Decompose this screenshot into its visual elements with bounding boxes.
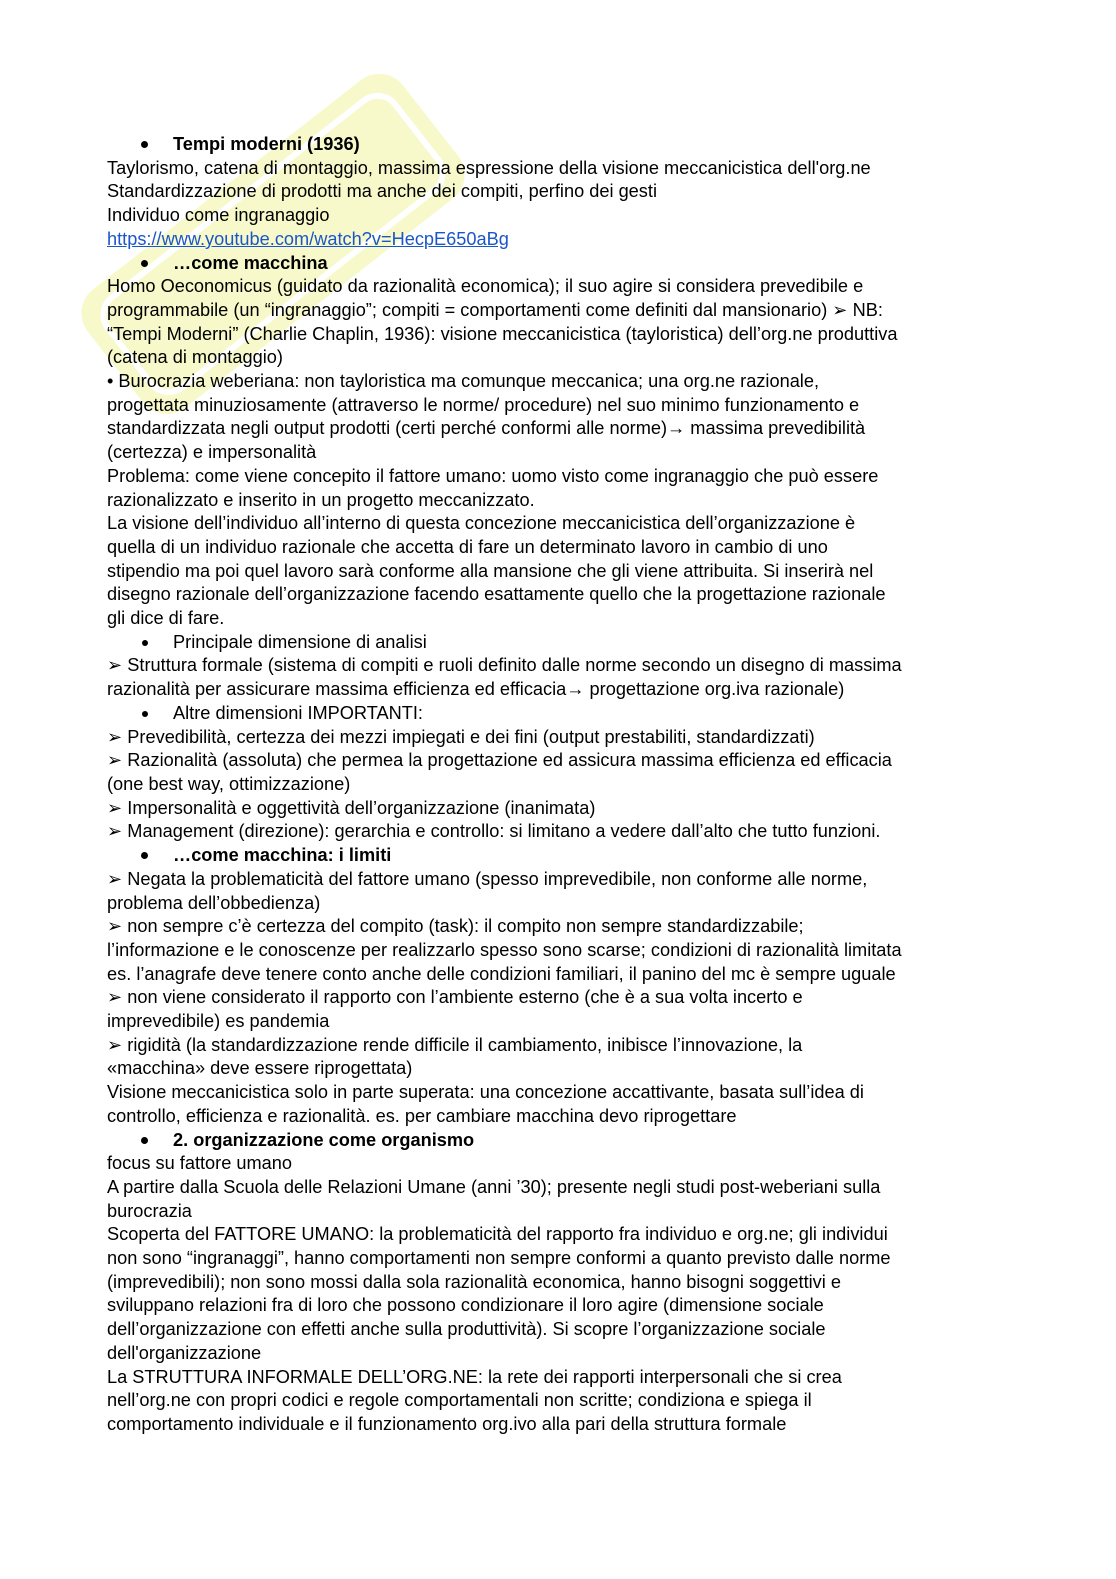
text-line: Visione meccanicistica solo in parte superata: una concezione accattivante, basata sull’idea di	[107, 1082, 864, 1103]
text-line: ➢ Negata la problematicità del fattore umano (spesso imprevedibile, non conforme alle norme,	[107, 868, 868, 889]
text-line: ➢ Management (direzione): gerarchia e controllo: si limitano a vedere dall’alto che tutto funzioni.	[107, 821, 881, 842]
text-line: nell’org.ne con propri codici e regole comportamentali non scritte; condiziona e spiega il	[107, 1390, 812, 1411]
text-line: Individuo come ingranaggio	[107, 205, 330, 226]
text-line: ➢ Struttura formale (sistema di compiti e ruoli definito dalle norme secondo un disegno di massima	[107, 655, 902, 676]
text-line: ➢ non viene considerato il rapporto con l’ambiente esterno (che è a sua volta incerto e	[107, 987, 803, 1008]
text-line: quella di un individuo razionale che accetta di fare un determinato lavoro in cambio di uno	[107, 536, 828, 557]
text-line: comportamento individuale e il funzionamento org.ivo alla pari della struttura formale	[107, 1413, 787, 1434]
text-line: Standardizzazione di prodotti ma anche dei compiti, perfino dei gesti	[107, 181, 657, 202]
text-line: controllo, efficienza e razionalità. es. per cambiare macchina devo riprogettare	[107, 1105, 737, 1126]
text-line: (catena di montaggio)	[107, 347, 283, 368]
section-heading: …come macchina	[107, 252, 1017, 276]
text-line: (one best way, ottimizzazione)	[107, 773, 351, 794]
bullet-item: Altre dimensioni IMPORTANTI:	[107, 702, 1017, 726]
text-line: programmabile (un “ingranaggio”; compiti = comportamenti come definiti dal mansionario) ➢ NB:	[107, 299, 883, 320]
document-body	[107, 133, 1017, 1437]
text-line: non sono “ingranaggi”, hanno comportamenti non sempre conformi a quanto previsto dalle norme	[107, 1248, 891, 1269]
section-heading: …come macchina: i limiti	[107, 844, 1017, 868]
text-line: focus su fattore umano	[107, 1153, 293, 1174]
text-line: ➢ Prevedibilità, certezza dei mezzi impiegati e dei fini (output prestabiliti, standardizzati)	[107, 726, 815, 747]
text-line: dell’organizzazione con effetti anche sulla produttività). Si scopre l’organizzazione sociale	[107, 1319, 826, 1340]
youtube-link[interactable]: https://www.youtube.com/watch?v=HecpE650aBg	[107, 228, 509, 249]
text-line: La visione dell’individuo all’interno di questa concezione meccanicistica dell’organizzazione è	[107, 513, 856, 534]
text-line: es. l’anagrafe deve tenere conto anche delle condizioni familiari, il panino del mc è sempre uguale	[107, 963, 896, 984]
text-line: progettata minuziosamente (attraverso le norme/ procedure) nel suo minimo funzionamento e	[107, 394, 860, 415]
text-line: l’informazione e le conoscenze per realizzarlo spesso sono scarse; condizioni di razionalità limitata	[107, 939, 902, 960]
text-line: razionalizzato e inserito in un progetto meccanizzato.	[107, 489, 535, 510]
text-line: • Burocrazia weberiana: non tayloristica ma comunque meccanica; una org.ne razionale,	[107, 371, 820, 392]
section-heading: 2. organizzazione come organismo	[107, 1129, 1017, 1153]
text-line: Homo Oeconomicus (guidato da razionalità economica); il suo agire si considera prevedibile e	[107, 276, 864, 297]
text-line: «macchina» deve essere riprogettata)	[107, 1058, 413, 1079]
text-line: A partire dalla Scuola delle Relazioni Umane (anni ’30); presente negli studi post-weberiani sulla	[107, 1176, 881, 1197]
text-line: disegno razionale dell’organizzazione facendo esattamente quello che la progettazione razionale	[107, 584, 886, 605]
text-line: La STRUTTURA INFORMALE DELL’ORG.NE: la rete dei rapporti interpersonali che si crea	[107, 1366, 842, 1387]
text-line: Taylorismo, catena di montaggio, massima espressione della visione meccanicistica dell'org.ne	[107, 157, 871, 178]
text-line: (certezza) e impersonalità	[107, 442, 317, 463]
text-line: dell'organizzazione	[107, 1342, 262, 1363]
text-line: standardizzata negli output prodotti (certi perché conformi alle norme)→ massima prevedibilità	[107, 418, 866, 439]
text-line: imprevedibile) es pandemia	[107, 1011, 330, 1032]
section-heading: Tempi moderni (1936)	[107, 133, 1017, 157]
text-line: Problema: come viene concepito il fattore umano: uomo visto come ingranaggio che può essere	[107, 465, 879, 486]
text-line: burocrazia	[107, 1200, 192, 1221]
text-line: Scoperta del FATTORE UMANO: la problematicità del rapporto fra individuo e org.ne; gli individui	[107, 1224, 888, 1245]
text-line: razionalità per assicurare massima efficienza ed efficacia→ progettazione org.iva razionale)	[107, 679, 845, 700]
text-line: stipendio ma poi quel lavoro sarà conforme alla mansione che gli viene attribuita. Si inserirà nel	[107, 560, 874, 581]
text-line: sviluppano relazioni fra di loro che possono condizionare il loro agire (dimensione sociale	[107, 1295, 824, 1316]
text-line: ➢ non sempre c’è certezza del compito (task): il compito non sempre standardizzabile;	[107, 916, 804, 937]
text-line: gli dice di fare.	[107, 608, 225, 629]
text-line: ➢ Impersonalità e oggettività dell’organizzazione (inanimata)	[107, 797, 596, 818]
text-line: ➢ rigidità (la standardizzazione rende difficile il cambiamento, inibisce l’innovazione, la	[107, 1034, 803, 1055]
text-line: (imprevedibili); non sono mossi dalla sola razionalità economica, hanno bisogni soggettivi e	[107, 1271, 841, 1292]
text-line: problema dell’obbedienza)	[107, 892, 321, 913]
text-line: “Tempi Moderni” (Charlie Chaplin, 1936): visione meccanicistica (tayloristica) dell’org.ne produttiva	[107, 323, 898, 344]
text-line: ➢ Razionalità (assoluta) che permea la progettazione ed assicura massima efficienza ed efficacia	[107, 750, 892, 771]
bullet-item: Principale dimensione di analisi	[107, 631, 1017, 655]
